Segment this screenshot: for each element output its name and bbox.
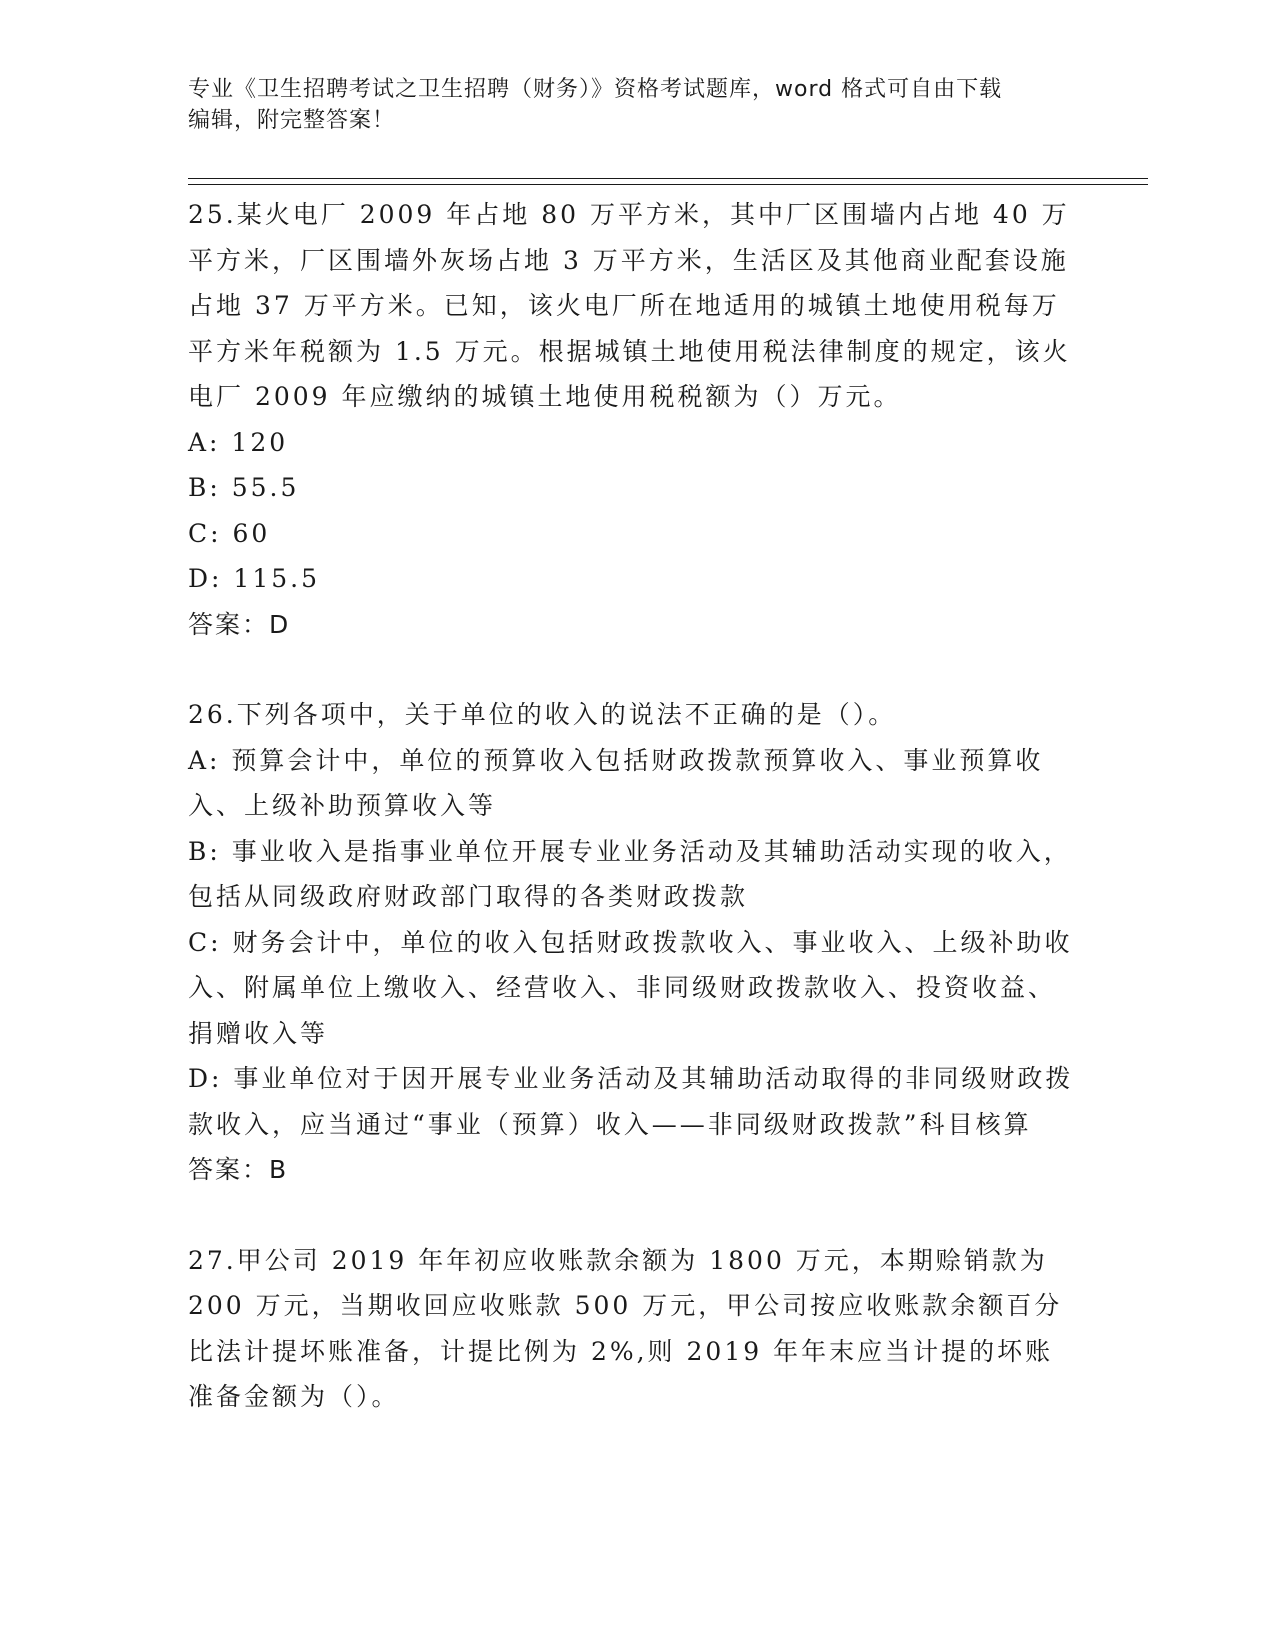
- question-25: [188, 192, 1078, 647]
- question-text: 26.下列各项中，关于单位的收入的说法不正确的是（）。: [188, 700, 897, 729]
- spacer: [188, 647, 1078, 692]
- option-b: B: 55.5: [188, 473, 300, 502]
- option-d: D: 事业单位对于因开展专业业务活动及其辅助活动取得的非同级财政拨款收入，应当通过“事业（预算）收入——非同级财政拨款”科目核算: [188, 1064, 1074, 1139]
- option-b: B: 事业收入是指事业单位开展专业业务活动及其辅助活动实现的收入，包括从同级政府财政部门取得的各类财政拨款: [188, 836, 1072, 911]
- spacer: [188, 1193, 1078, 1238]
- question-27: [188, 1238, 1078, 1420]
- option-c: C: 60: [188, 518, 271, 548]
- page-header: [188, 74, 1088, 136]
- answer: 答案：D: [188, 609, 291, 639]
- header-line-1: 专业《卫生招聘考试之卫生招聘（财务）》资格考试题库，word 格式可自由下载: [188, 77, 1003, 102]
- header-line-2: 编辑，附完整答案！: [188, 108, 396, 133]
- option-a: A: 120: [188, 427, 289, 457]
- questions-content: [188, 192, 1078, 1420]
- option-d: D: 115.5: [188, 564, 320, 593]
- question-text: 27.甲公司 2019 年年初应收账款余额为 1800 万元，本期赊销款为 200 万元，当期收回应收账款 500 万元，甲公司按应收账款余额百分比法计提坏账准备，计提比例为 2%,则 2019 年年末应当计提的坏账准备金额为（）。: [188, 1245, 1063, 1411]
- answer: 答案：B: [188, 1155, 289, 1184]
- header-divider: [188, 178, 1148, 185]
- question-text: 25.某火电厂 2009 年占地 80 万平方米，其中厂区围墙内占地 40 万平方米，厂区围墙外灰场占地 3 万平方米，生活区及其他商业配套设施占地 37 万平方米。已知，该火电厂所在地适用的城镇土地使用税每万平方米年税额为 1.5 万元。根据城镇土地使用税法律制度的规定，该火电厂 2009 年应缴纳的城镇土地使用税税额为（）万元。: [188, 200, 1071, 411]
- option-c: C: 财务会计中，单位的收入包括财政拨款收入、事业收入、上级补助收入、附属单位上缴收入、经营收入、非同级财政拨款收入、投资收益、捐赠收入等: [188, 927, 1073, 1048]
- question-26: [188, 692, 1078, 1193]
- option-a: A: 预算会计中，单位的预算收入包括财政拨款预算收入、事业预算收入、上级补助预算收入等: [188, 745, 1044, 820]
